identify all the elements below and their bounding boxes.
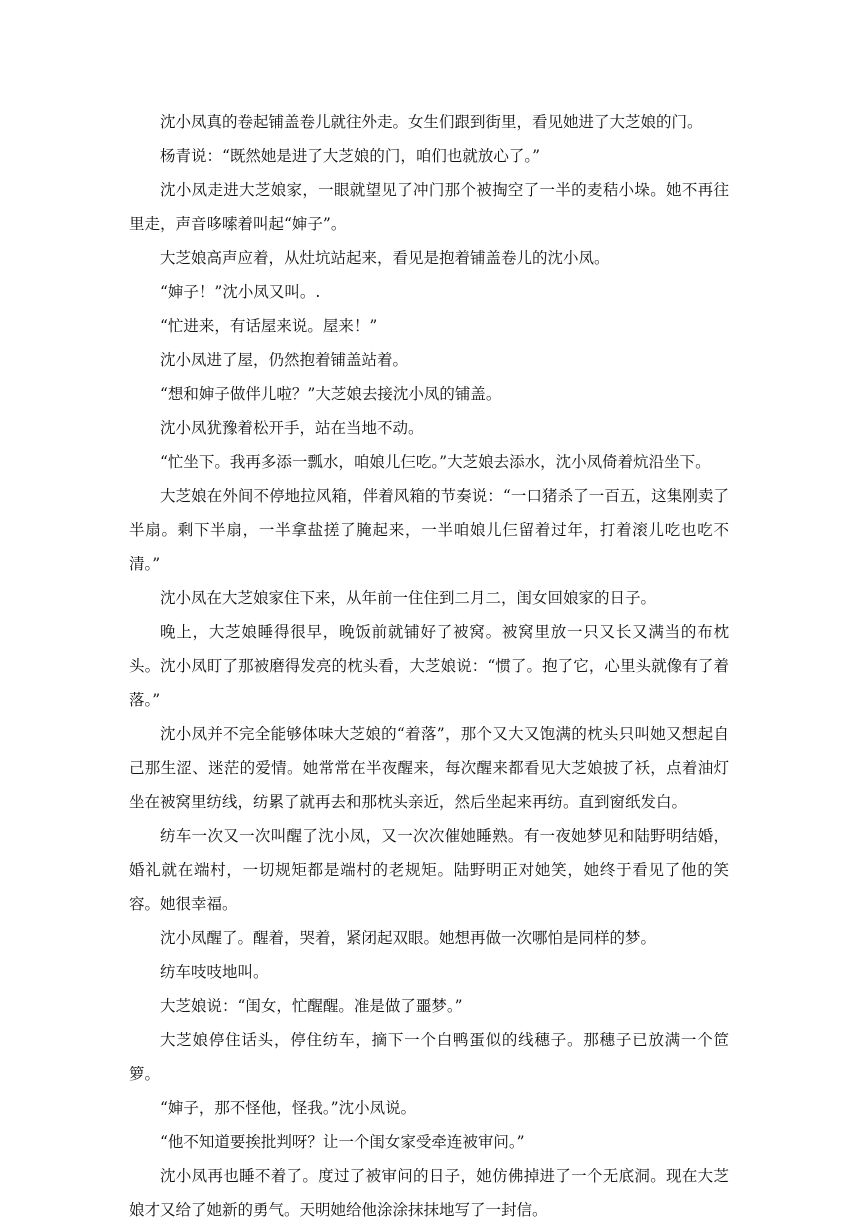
paragraph: 杨青说：“既然她是进了大芝娘的门，咱们也就放心了。”	[160, 147, 541, 165]
paragraph: 沈小凤并不完全能够体味大芝娘的“着落”，那个又大又饱满的枕头只叫她又想起自己那生涩、迷茫的爱情。她常常在半夜醒来，每次醒来都看见大芝娘披了袄，点着油灯坐在被窝里纺线，纺累了就再去和那枕头亲近，然后坐起来再纺。直到窗纸发白。	[129, 725, 729, 811]
paragraph: “婶子！”沈小凤又叫。.	[160, 283, 321, 301]
paragraph: 沈小凤真的卷起铺盖卷儿就往外走。女生们跟到街里，看见她进了大芝娘的门。	[160, 113, 703, 131]
paragraph: “忙进来，有话屋来说。屋来！”	[160, 317, 378, 335]
paragraph: 纺车一次又一次叫醒了沈小凤，又一次次催她睡熟。有一夜她梦见和陆野明结婚，婚礼就在端村，一切规矩都是端村的老规矩。陆野明正对她笑，她终于看见了他的笑容。她很幸福。	[129, 827, 729, 913]
paragraph: 沈小凤再也睡不着了。度过了被审问的日子，她仿佛掉进了一个无底洞。现在大芝娘才又给了她新的勇气。天明她给他涂涂抹抹地写了一封信。	[129, 1167, 729, 1219]
paragraph: 大芝娘高声应着，从灶坑站起来，看见是抱着铺盖卷儿的沈小凤。	[160, 249, 610, 267]
paragraph: 沈小凤醒了。醒着，哭着，紧闭起双眼。她想再做一次哪怕是同样的梦。	[160, 929, 657, 947]
paragraph: 沈小凤进了屋，仍然抱着铺盖站着。	[160, 351, 409, 369]
paragraph: “婶子，那不怪他，怪我。”沈小凤说。	[160, 1099, 417, 1117]
paragraph: 沈小凤在大芝娘家住下来，从年前一住住到二月二，闺女回娘家的日子。	[160, 589, 657, 607]
paragraph: “想和婶子做伴儿啦？”大芝娘去接沈小凤的铺盖。	[160, 385, 502, 403]
paragraph: 大芝娘在外间不停地拉风箱，伴着风箱的节奏说：“一口猪杀了一百五，这集刚卖了半扇。剩下半扇，一半拿盐搓了腌起来，一半咱娘儿仨留着过年，打着滚儿吃也吃不清。”	[129, 487, 729, 573]
paragraph: 沈小凤走进大芝娘家，一眼就望见了冲门那个被掏空了一半的麦秸小垛。她不再往里走，声音哆嗦着叫起“婶子”。	[129, 181, 729, 233]
paragraph: “他不知道要挨批判呀？让一个闺女家受牵连被审问。”	[160, 1133, 525, 1151]
paragraph: “忙坐下。我再多添一瓢水，咱娘儿仨吃。”大芝娘去添水，沈小凤倚着炕沿坐下。	[160, 453, 711, 471]
paragraph: 沈小凤犹豫着松开手，站在当地不动。	[160, 419, 424, 437]
paragraph: 大芝娘说：“闺女，忙醒醒。准是做了噩梦。”	[160, 997, 463, 1015]
paragraph: 晚上，大芝娘睡得很早，晚饭前就铺好了被窝。被窝里放一只又长又满当的布枕头。沈小凤盯了那被磨得发亮的枕头看，大芝娘说：“惯了。抱了它，心里头就像有了着落。”	[129, 623, 729, 709]
document-body	[129, 105, 729, 1227]
paragraph: 大芝娘停住话头，停住纺车，摘下一个白鸭蛋似的线穗子。那穗子已放满一个笸箩。	[129, 1031, 729, 1083]
paragraph: 纺车吱吱地叫。	[160, 963, 269, 981]
